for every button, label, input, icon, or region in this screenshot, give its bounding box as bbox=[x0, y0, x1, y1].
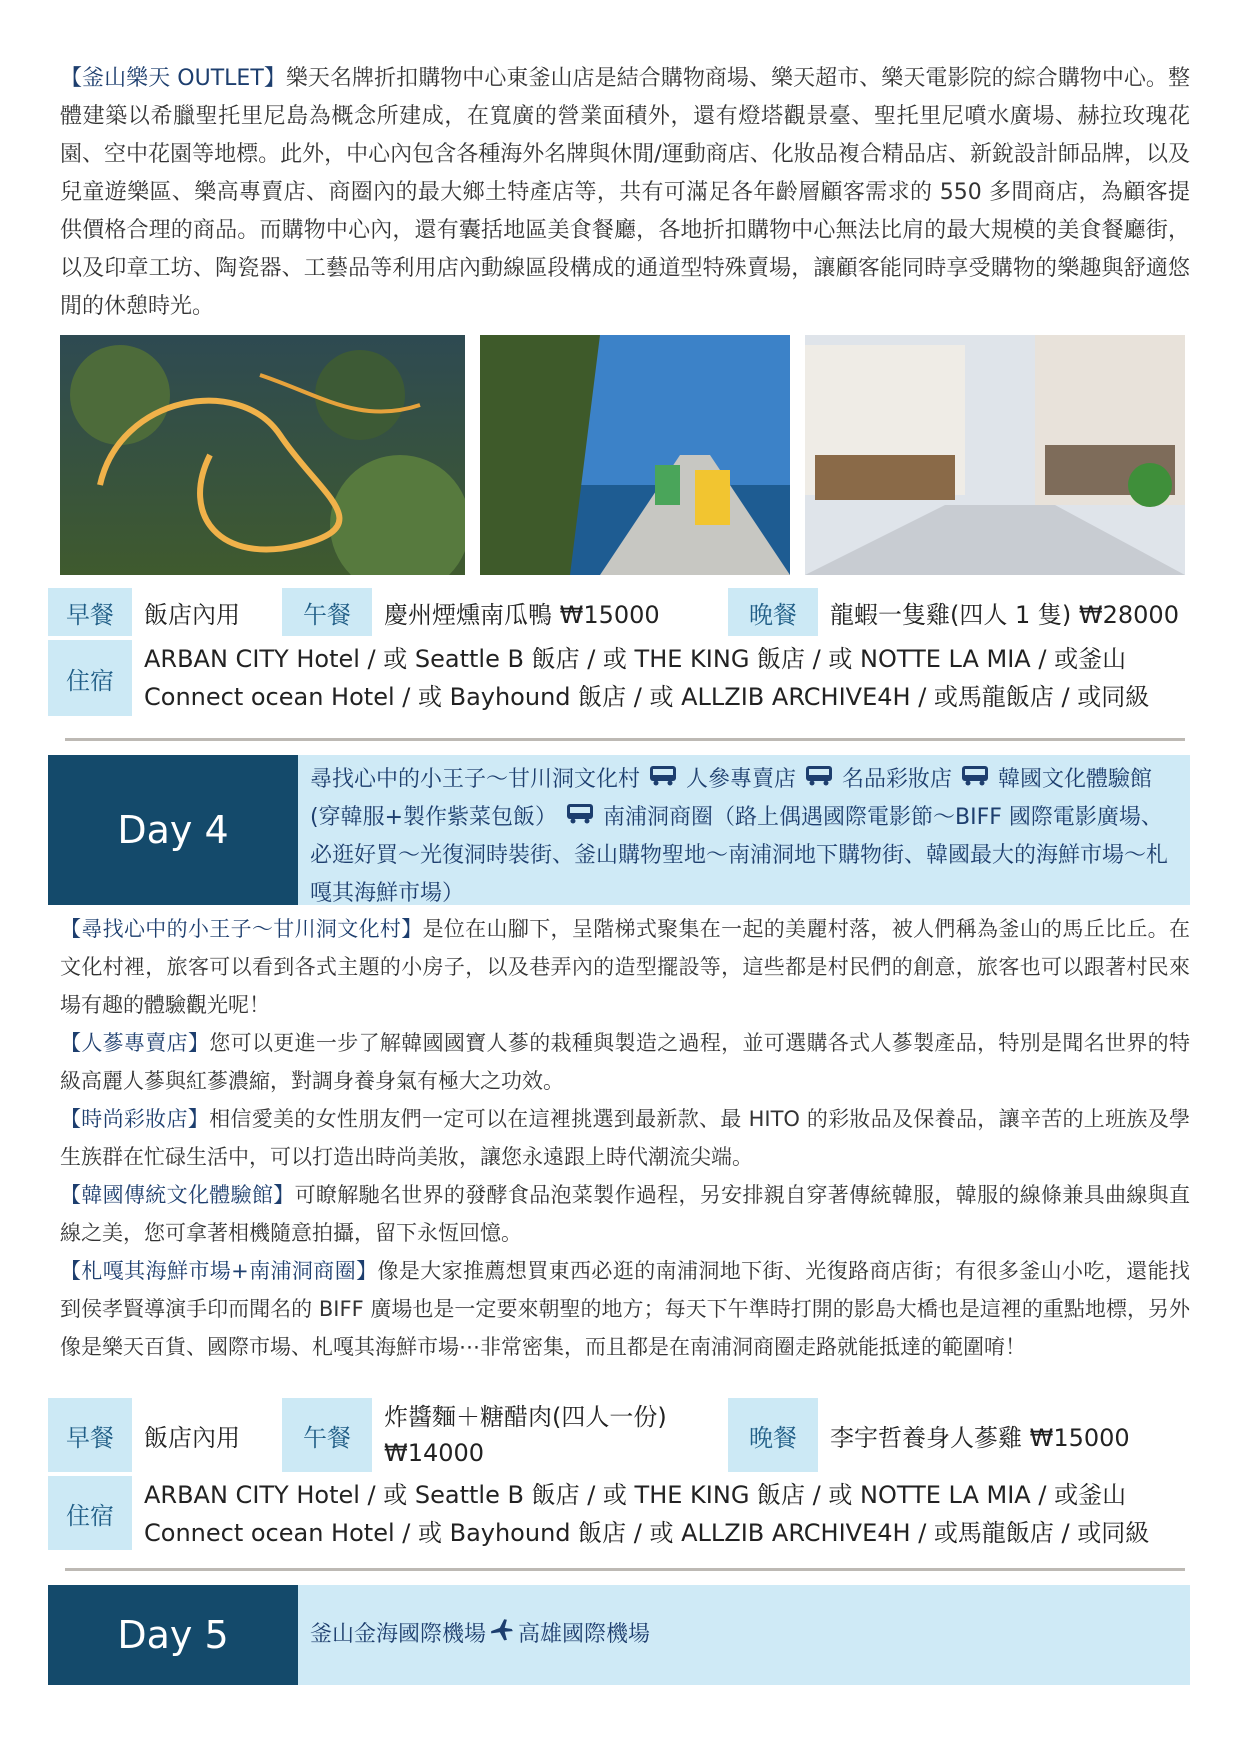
section-gamcheon bbox=[60, 910, 1190, 1024]
day5-route bbox=[298, 1585, 1190, 1685]
lodging-line: ARBAN CITY Hotel / 或 Seattle B 飯店 / 或 THE KING 飯店 / 或 NOTTE LA MIA / 或釜山 bbox=[144, 1481, 1127, 1509]
bus-icon bbox=[649, 761, 677, 799]
intro-paragraph bbox=[60, 60, 1190, 326]
section-cosmetics bbox=[60, 1100, 1190, 1176]
day4-sections bbox=[60, 910, 1190, 1366]
lodging-line: Connect ocean Hotel / 或 Bayhound 飯店 / 或 ALLZIB ARCHIVE4H / 或馬龍飯店 / 或同級 bbox=[144, 683, 1150, 711]
section-title: 【韓國傳統文化體驗館】 bbox=[60, 1183, 295, 1207]
day4-header bbox=[48, 755, 1190, 905]
section-title: 【札嘎其海鮮市場+南浦洞商圈】 bbox=[60, 1259, 378, 1283]
dinner-label: 晚餐 bbox=[728, 588, 818, 636]
route-stop: 南浦洞商圈（路上偶遇國際電影節～BIFF 國際電影廣場、必逛好買～光復洞時裝街、釜山購物聖地～南浦洞地下購物街、韓國最大的海鮮市場～札嘎其海鮮市場） bbox=[310, 805, 1169, 906]
lunch-label: 午餐 bbox=[282, 1398, 372, 1472]
dinner-value: 龍蝦一隻雞(四人 1 隻) ₩28000 bbox=[830, 600, 1179, 629]
bus-icon bbox=[566, 799, 594, 837]
origin-airport: 釜山金海國際機場 bbox=[310, 1622, 487, 1647]
section-text: 相信愛美的女性朋友們一定可以在這裡挑選到最新款、最 HITO 的彩妝品及保養品，讓辛苦的上班族及學生族群在忙碌生活中，可以打造出時尚美妝，讓您永遠跟上時代潮流尖端。 bbox=[60, 1107, 1190, 1169]
photo-sky-capsule bbox=[480, 335, 790, 575]
section-title: 【人蔘專賣店】 bbox=[60, 1031, 210, 1055]
route-stop: 名品彩妝店 bbox=[842, 767, 953, 792]
route-stop: 韓國文化體驗館(穿韓服+製作紫菜包飯） bbox=[310, 767, 1153, 830]
photo-outlet-street bbox=[805, 335, 1185, 575]
dinner-label: 晚餐 bbox=[728, 1398, 818, 1472]
section-text: 您可以更進一步了解韓國國寶人蔘的栽種與製造之過程，並可選購各式人蔘製產品，特別是聞名世界的特級高麗人蔘與紅蔘濃縮，對調身養身氣有極大之功效。 bbox=[60, 1031, 1191, 1093]
day4-badge: Day 4 bbox=[48, 755, 298, 905]
route-stop: 人參專賣店 bbox=[686, 767, 797, 792]
day5-badge: Day 5 bbox=[48, 1585, 298, 1685]
breakfast-label: 早餐 bbox=[48, 1398, 132, 1472]
divider bbox=[65, 738, 1185, 741]
section-market bbox=[60, 1252, 1190, 1366]
bus-icon bbox=[805, 761, 833, 799]
lunch-line: 炸醬麵＋糖醋肉(四人一份) bbox=[384, 1403, 667, 1431]
bus-icon bbox=[961, 761, 989, 799]
breakfast-value: 飯店內用 bbox=[144, 600, 240, 629]
intro-title: 【釜山樂天 OUTLET】 bbox=[60, 66, 286, 91]
section-text: 像是大家推薦想買東西必逛的南浦洞地下街、光復路商店街；有很多釜山小吃，還能找到侯孝賢導演手印而聞名的 BIFF 廣場也是一定要來朝聖的地方；每天下午準時打開的影島大橋也是這裡的重點地標，另外像是樂天百貨、國際市場、札嘎其海鮮市場⋯非常密集，而且都是在南浦洞商圈走路就能抵達的範圍唷！ bbox=[60, 1259, 1190, 1359]
lunch-value: 慶州煙燻南瓜鴨 ₩15000 bbox=[384, 600, 660, 629]
section-text: 是位在山腳下，呈階梯式聚集在一起的美麗村落，被人們稱為釜山的馬丘比丘。在文化村裡，旅客可以看到各式主題的小房子，以及巷弄內的造型擺設等，這些都是村民們的創意，旅客也可以跟著村民來場有趣的體驗觀光呢！ bbox=[60, 917, 1191, 1017]
dinner-value: 李宇哲養身人蔘雞 ₩15000 bbox=[830, 1423, 1130, 1452]
lunch-line: ₩14000 bbox=[384, 1439, 485, 1467]
photo-skywalk-night bbox=[60, 335, 465, 575]
section-text: 可瞭解馳名世界的發酵食品泡菜製作過程，另安排親自穿著傳統韓服，韓服的線條兼具曲線與直線之美，您可拿著相機隨意拍攝，留下永恆回憶。 bbox=[60, 1183, 1191, 1245]
lodging-label: 住宿 bbox=[48, 640, 132, 716]
section-title: 【時尚彩妝店】 bbox=[60, 1107, 210, 1131]
photo-strip bbox=[60, 335, 1185, 575]
destination-airport: 高雄國際機場 bbox=[518, 1622, 651, 1647]
route-stop: 尋找心中的小王子～甘川洞文化村 bbox=[310, 767, 641, 792]
intro-text: 樂天名牌折扣購物中心東釜山店是結合購物商場、樂天超市、樂天電影院的綜合購物中心。整體建築以希臘聖托里尼島為概念所建成，在寬廣的營業面積外，還有燈塔觀景臺、聖托里尼噴水廣場、赫拉玫瑰花園、空中花園等地標。此外，中心內包含各種海外名牌與休閒/運動商店、化妝品複合精品店、新銳設計師品牌，以及兒童遊樂區、樂高專賣店、商圈內的最大鄉土特產店等，共有可滿足各年齡層顧客需求的 550 多間商店，為顧客提供價格合理的商品。而購物中心內，還有囊括地區美食餐廳，各地折扣購物中心無法比肩的最大規模的美食餐廳街，以及印章工坊、陶瓷器、工藝品等利用店內動線區段構成的通道型特殊賣場，讓顧客能同時享受購物的樂趣與舒適悠閒的休憩時光。 bbox=[60, 66, 1190, 319]
lodging-list bbox=[144, 1476, 1194, 1552]
day4-route bbox=[298, 755, 1190, 905]
lodging-line: ARBAN CITY Hotel / 或 Seattle B 飯店 / 或 THE KING 飯店 / 或 NOTTE LA MIA / 或釜山 bbox=[144, 645, 1127, 673]
lodging-label: 住宿 bbox=[48, 1476, 132, 1550]
section-ginseng bbox=[60, 1024, 1190, 1100]
breakfast-label: 早餐 bbox=[48, 588, 132, 636]
lodging-line: Connect ocean Hotel / 或 Bayhound 飯店 / 或 ALLZIB ARCHIVE4H / 或馬龍飯店 / 或同級 bbox=[144, 1519, 1150, 1547]
section-culture bbox=[60, 1176, 1190, 1252]
section-title: 【尋找心中的小王子～甘川洞文化村】 bbox=[60, 917, 423, 941]
lunch-value bbox=[372, 1398, 722, 1472]
day5-header bbox=[48, 1585, 1190, 1685]
lodging-list bbox=[144, 640, 1194, 716]
lunch-label: 午餐 bbox=[282, 588, 372, 636]
divider bbox=[65, 1568, 1185, 1571]
breakfast-value: 飯店內用 bbox=[144, 1423, 240, 1452]
airplane-icon bbox=[488, 1616, 516, 1655]
